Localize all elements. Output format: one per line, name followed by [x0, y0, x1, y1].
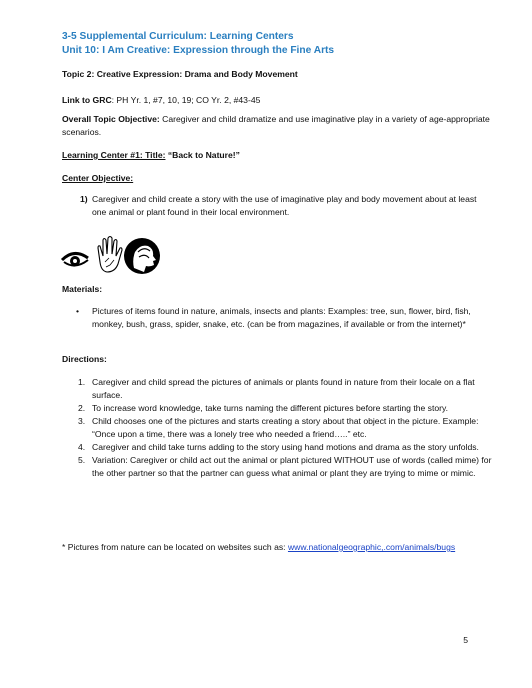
hand-icon	[98, 237, 122, 273]
list-item	[62, 441, 492, 454]
header-line-1: 3-5 Supplemental Curriculum: Learning Centers	[62, 31, 294, 42]
list-item	[62, 402, 492, 415]
materials-label: Materials:	[62, 284, 103, 294]
grc-label: Link to GRC	[62, 95, 112, 105]
center-objective-number: 1)	[80, 194, 88, 204]
direction-text: Caregiver and child spread the pictures of animals or plants found in nature from their locale on a flat surface.	[92, 377, 475, 400]
list-item	[62, 454, 492, 480]
directions-list	[62, 376, 492, 480]
overall-objective	[62, 113, 492, 139]
direction-text: Variation: Caregiver or child act out the animal or plant pictured WITHOUT use of words (called mime) for the other partner so that the partner can guess what animal or plant they are trying to mime or mimic.	[92, 455, 492, 478]
grc-link-line	[62, 94, 492, 107]
center-objective-label: Center Objective:	[62, 173, 134, 183]
direction-number: 3.	[78, 416, 86, 426]
learning-center-title-label: Learning Center #1: Title:	[62, 150, 166, 160]
topic-heading: Topic 2: Creative Expression: Drama and Body Movement	[62, 69, 298, 79]
header-line-2: Unit 10: I Am Creative: Expression through the Fine Arts	[62, 45, 335, 56]
center-objective-text: Caregiver and child create a story with the use of imaginative play and body movement about at least one animal or plant found in their local environment.	[92, 194, 477, 217]
page-number: 5	[463, 635, 468, 645]
grc-text: : PH Yr. 1, #7, 10, 19; CO Yr. 2, #43-45	[111, 95, 261, 105]
overall-objective-text: Caregiver and child dramatize and use imaginative play in a variety of age-appropriate scenarios.	[62, 114, 490, 137]
direction-number: 5.	[78, 455, 86, 465]
footnote-link[interactable]: www.nationalgeographic,.com/animals/bugs	[287, 542, 456, 552]
overall-objective-label: Overall Topic Objective:	[62, 114, 160, 124]
direction-number: 1.	[78, 377, 86, 387]
learning-center-title-value: “Back to Nature!”	[165, 150, 240, 160]
list-item	[62, 415, 492, 441]
curriculum-header	[62, 30, 334, 58]
direction-text: Child chooses one of the pictures and starts creating a story about that object in the picture. Example: “Once upon a time, there was a lonely tree who needed a friend…..” etc.	[92, 416, 479, 439]
direction-number: 4.	[78, 442, 86, 452]
center-objective-item	[62, 193, 492, 219]
direction-text: Caregiver and child take turns adding to the story using hand motions and drama as the story unfolds.	[92, 442, 479, 452]
learning-center-title	[62, 149, 492, 162]
direction-text: To increase word knowledge, take turns naming the different pictures before starting the story.	[92, 403, 449, 413]
head-icon	[124, 238, 160, 274]
direction-number: 2.	[78, 403, 86, 413]
footnote	[62, 541, 492, 554]
directions-label: Directions:	[62, 354, 107, 364]
icon-row	[60, 234, 170, 276]
eye-icon	[62, 253, 88, 266]
list-item	[62, 376, 492, 402]
materials-list	[62, 305, 492, 331]
list-item: • Pictures of items found in nature, animals, insects and plants: Examples: tree, sun, flower, bird, fish, monkey, bush, grass, spider, snake, etc. (can be from magazines, if available or from the internet)*	[62, 305, 492, 331]
footnote-text: * Pictures from nature can be located on websites such as:	[62, 542, 288, 552]
